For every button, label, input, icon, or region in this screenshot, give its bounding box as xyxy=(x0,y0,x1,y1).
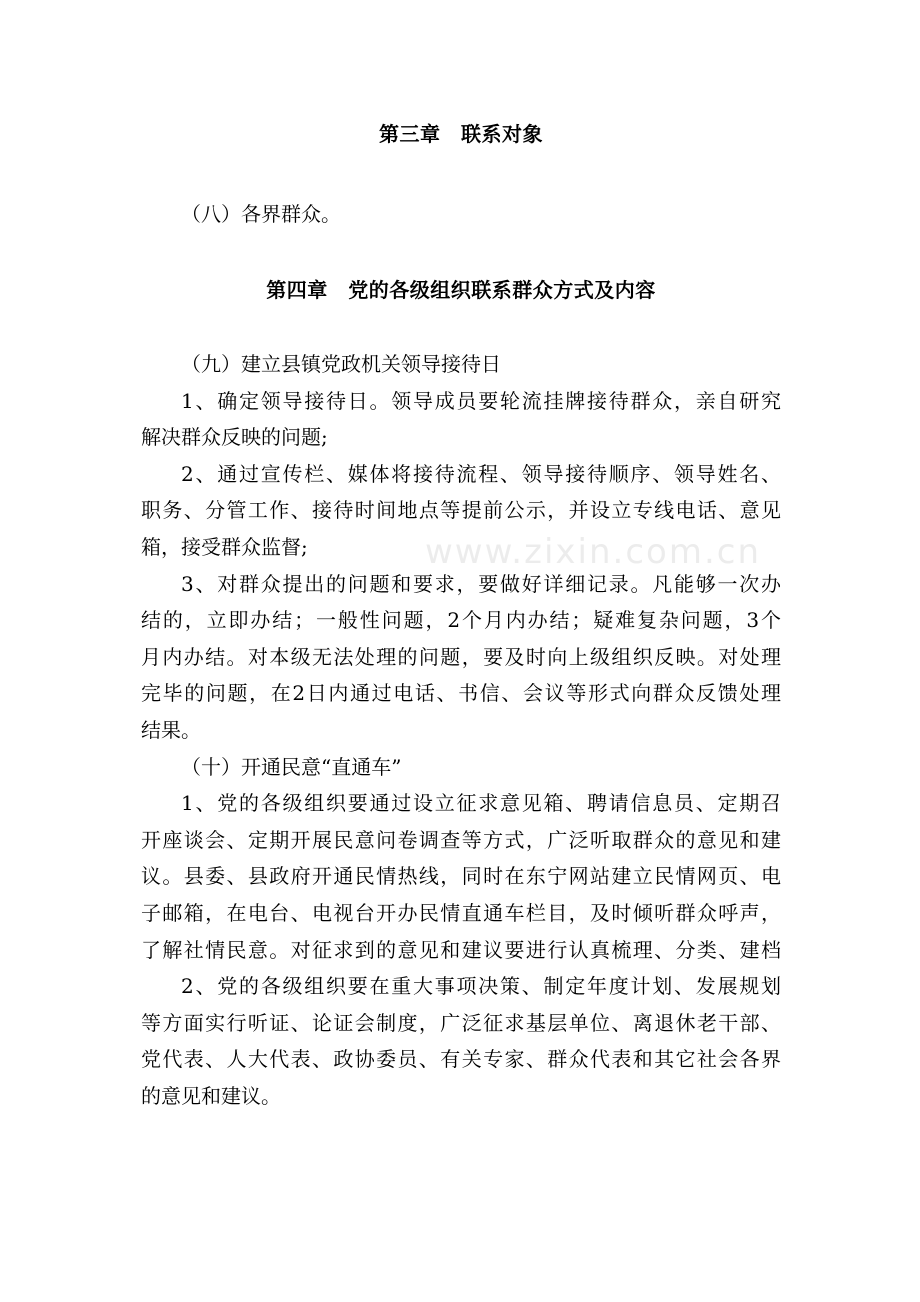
chapter-4-body xyxy=(141,346,781,1114)
section-9-item-1 xyxy=(141,383,781,456)
text-line: 解决群众反映的问题; xyxy=(141,425,328,450)
text-line: 完毕的问题，在2日内通过电话、书信、会议等形式向群众反馈处理 xyxy=(141,681,781,706)
text-line: 2、党的各级组织要在重大事项决策、制定年度计划、发展规划 xyxy=(181,974,781,999)
item-8-line: （八）各界群众。 xyxy=(181,202,341,226)
section-9-item-3 xyxy=(141,566,781,749)
text-line: 结果。 xyxy=(141,717,201,742)
text-line: 结的，立即办结；一般性问题，2个月内办结；疑难复杂问题，3个 xyxy=(141,608,781,633)
text-line: 1、党的各级组织要通过设立征求意见箱、聘请信息员、定期召 xyxy=(181,791,781,816)
chapter-4-title: 第四章 党的各级组织联系群众方式及内容 xyxy=(266,278,656,302)
text-line: 的意见和建议。 xyxy=(141,1083,281,1108)
text-line: 1、确定领导接待日。领导成员要轮流挂牌接待群众，亲自研究 xyxy=(181,388,781,413)
section-9-item-2 xyxy=(141,456,781,566)
section-10-heading: （十）开通民意“直通车” xyxy=(181,754,402,779)
text-line: 了解社情民意。对征求到的意见和建议要进行认真梳理、分类、建档 xyxy=(141,937,781,962)
text-line: 党代表、人大代表、政协委员、有关专家、群众代表和其它社会各界 xyxy=(141,1047,781,1072)
section-10-item-2 xyxy=(141,968,781,1114)
text-line: 开座谈会、定期开展民意问卷调查等方式，广泛听取群众的意见和建 xyxy=(141,827,781,852)
text-line: 2、通过宣传栏、媒体将接待流程、领导接待顺序、领导姓名、 xyxy=(181,461,781,486)
text-line: 议。县委、县政府开通民情热线，同时在东宁网站建立民情网页、电 xyxy=(141,864,781,889)
text-line: 子邮箱，在电台、电视台开办民情直通车栏目，及时倾听群众呼声， xyxy=(141,900,781,925)
text-line: 职务、分管工作、接待时间地点等提前公示，并设立专线电话、意见 xyxy=(141,498,781,523)
text-line: 3、对群众提出的问题和要求，要做好详细记录。凡能够一次办 xyxy=(181,571,781,596)
chapter-3-body xyxy=(141,196,781,233)
section-9-heading: （九）建立县镇党政机关领导接待日 xyxy=(181,352,501,376)
watermark: www.zixin.com.cn xyxy=(425,532,761,572)
text-line: 箱，接受群众监督; xyxy=(141,534,308,559)
section-10-item-1 xyxy=(141,785,781,968)
text-line: 月内办结。对本级无法处理的问题，要及时向上级组织反映。对处理 xyxy=(141,644,781,669)
chapter-3-title: 第三章 联系对象 xyxy=(379,122,543,146)
text-line: 等方面实行听证、论证会制度，广泛征求基层单位、离退休老干部、 xyxy=(141,1010,781,1035)
